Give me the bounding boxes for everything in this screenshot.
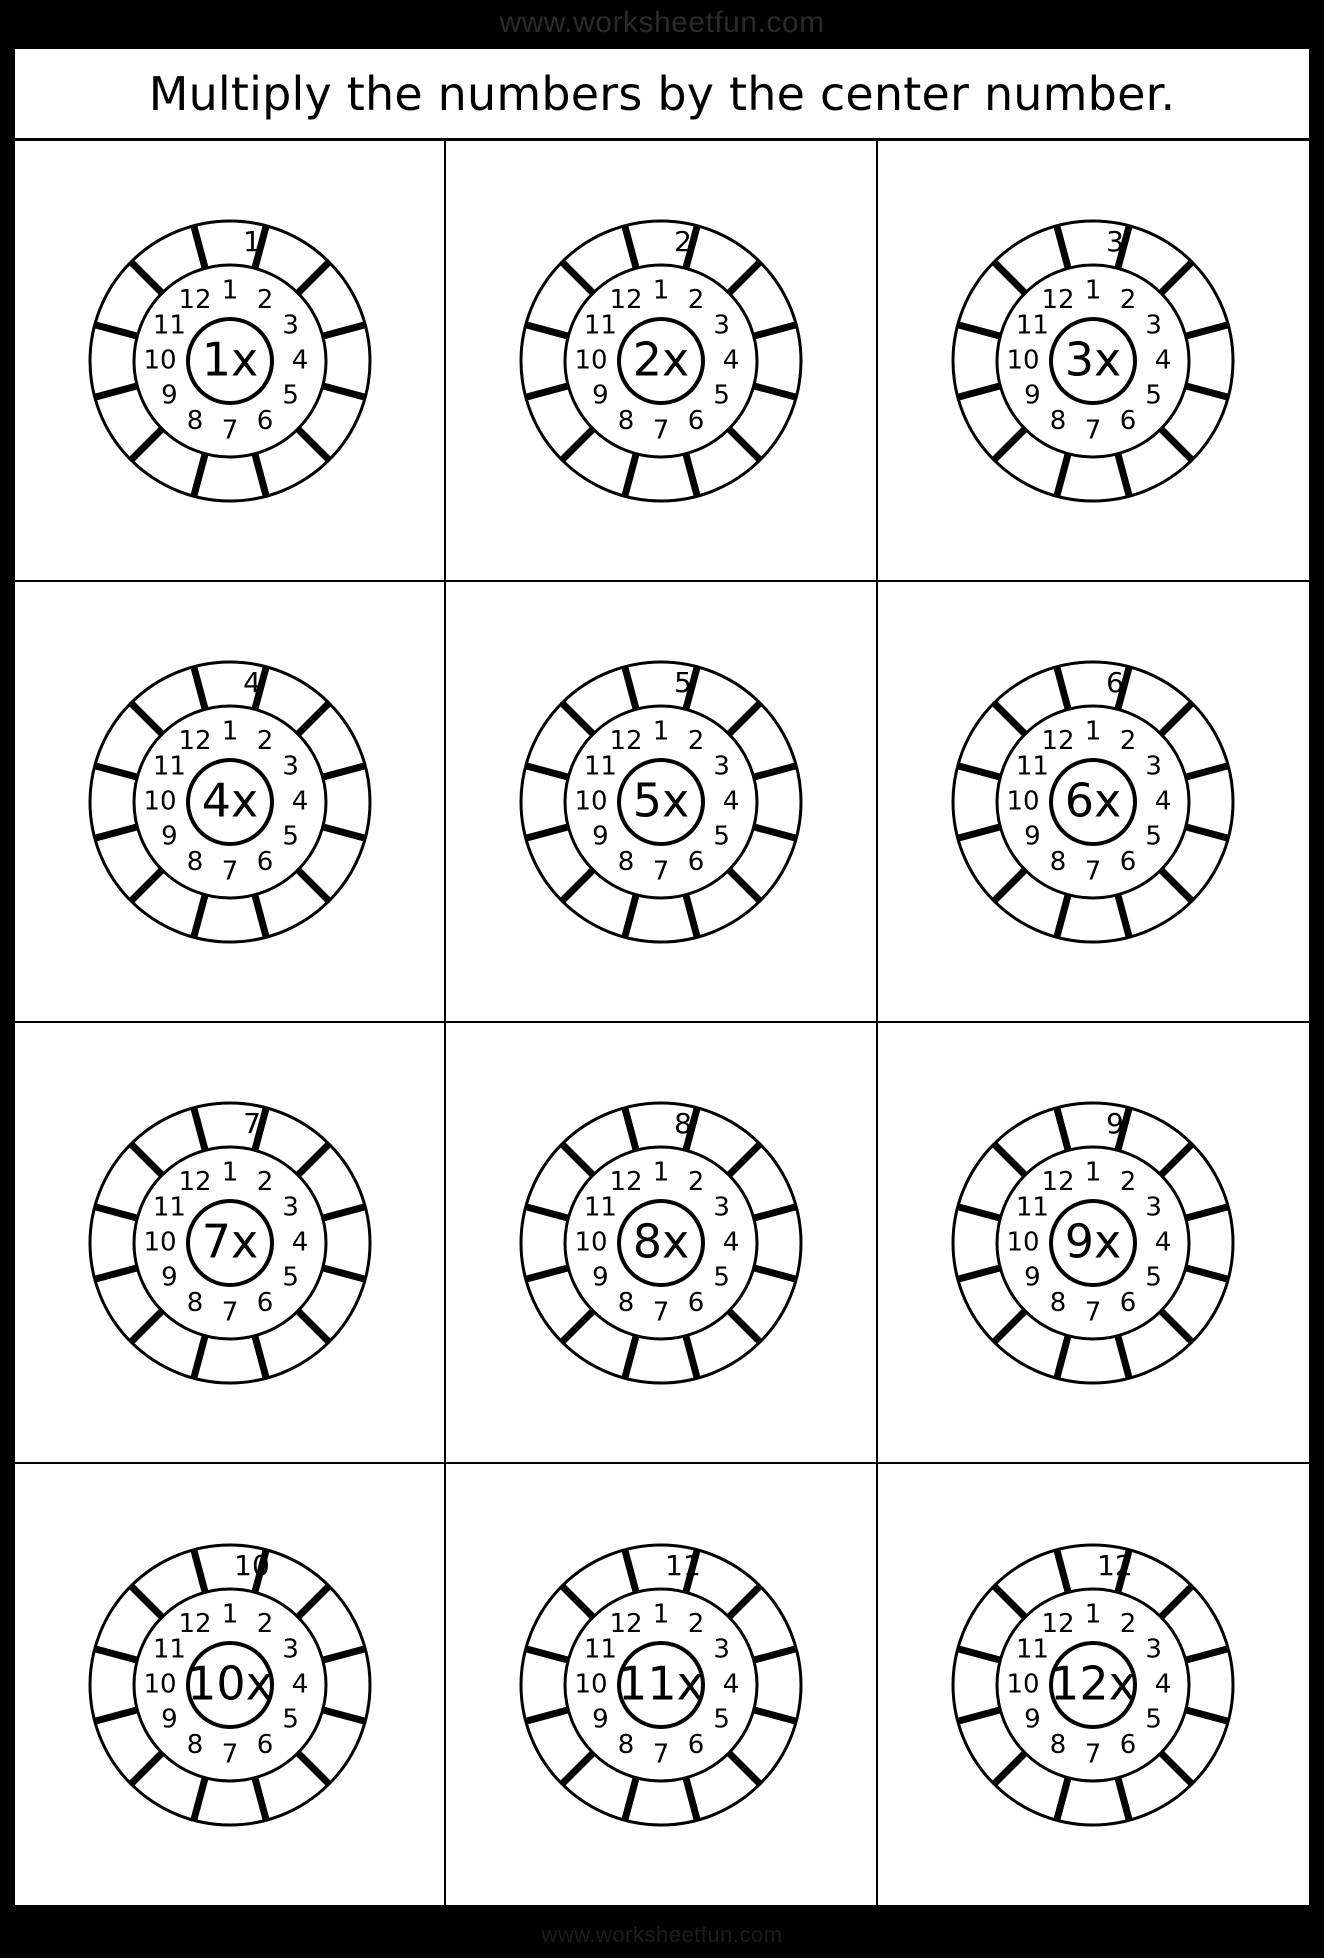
- wheel-inner-number: 12: [1041, 284, 1075, 315]
- wheel-inner-number: 9: [592, 380, 609, 410]
- wheel-inner-number: 10: [574, 345, 608, 375]
- wheel-inner-number: 3: [713, 1634, 730, 1664]
- wheel-inner-number: 5: [713, 821, 730, 851]
- wheel-inner-number: 7: [652, 1297, 670, 1327]
- wheel-center-label: 9x: [1065, 1214, 1122, 1268]
- wheel-inner-number: 10: [143, 345, 177, 375]
- wheel-inner-number: 6: [1120, 1287, 1137, 1318]
- wheel-inner-number: 2: [687, 284, 705, 315]
- wheel-inner-number: 5: [282, 1704, 299, 1734]
- wheel-inner-number: 12: [178, 1166, 212, 1197]
- wheel-inner-number: 8: [617, 1287, 635, 1318]
- wheel-inner-number: 1: [652, 716, 670, 746]
- wheel-cell: [446, 582, 877, 1023]
- wheel-inner-number: 7: [221, 415, 238, 445]
- wheel-inner-number: 2: [1120, 1166, 1137, 1197]
- wheel-inner-number: 6: [256, 846, 273, 877]
- wheel-inner-number: 2: [687, 1608, 705, 1639]
- wheel-cell: [15, 141, 446, 582]
- wheel-inner-number: 11: [583, 1192, 617, 1222]
- wheel-inner-number: 6: [1120, 405, 1137, 436]
- wheel-answer-example: 6: [1106, 665, 1125, 699]
- multiplication-wheel: [943, 1093, 1243, 1393]
- wheel-center-label: 3x: [1065, 332, 1122, 386]
- wheel-inner-number: 10: [143, 1669, 177, 1699]
- wheel-inner-number: 2: [687, 1166, 705, 1197]
- wheel-inner-number: 2: [256, 284, 273, 315]
- multiplication-wheel: [511, 1535, 811, 1835]
- wheel-grid: [15, 141, 1309, 1905]
- wheel-cell: [878, 582, 1309, 1023]
- wheel-inner-number: 6: [687, 1287, 705, 1318]
- wheel-inner-number: 10: [143, 1227, 177, 1257]
- wheel-inner-number: 10: [1006, 345, 1040, 375]
- wheel-inner-number: 8: [617, 1729, 635, 1760]
- wheel-inner-number: 8: [186, 1729, 203, 1760]
- wheel-inner-number: 1: [652, 275, 670, 305]
- wheel-cell: [878, 141, 1309, 582]
- wheel-inner-number: 11: [583, 1634, 617, 1664]
- wheel-inner-number: 8: [1050, 1729, 1067, 1760]
- wheel-answer-example: 8: [674, 1106, 692, 1140]
- wheel-inner-number: 3: [1145, 310, 1163, 340]
- wheel-inner-number: 9: [1024, 1704, 1041, 1734]
- wheel-inner-number: 2: [1120, 284, 1137, 315]
- multiplication-wheel: [511, 1093, 811, 1393]
- wheel-inner-number: 11: [152, 310, 186, 340]
- wheel-inner-number: 4: [291, 786, 308, 816]
- wheel-inner-number: 11: [1016, 1634, 1050, 1664]
- multiplication-wheel: [511, 652, 811, 952]
- wheel-inner-number: 5: [282, 380, 299, 410]
- wheel-center-label: 1x: [201, 332, 258, 386]
- wheel-inner-number: 10: [143, 786, 177, 816]
- wheel-inner-number: 4: [722, 345, 740, 375]
- wheel-inner-number: 12: [1041, 1166, 1075, 1197]
- wheel-answer-example: 2: [674, 224, 692, 258]
- wheel-inner-number: 3: [282, 310, 299, 340]
- wheel-inner-number: 11: [583, 310, 617, 340]
- wheel-center-label: 11x: [618, 1656, 704, 1710]
- watermark-top: www.worksheetfun.com: [499, 6, 825, 39]
- wheel-inner-number: 6: [1120, 846, 1137, 877]
- wheel-inner-number: 12: [609, 1166, 643, 1197]
- multiplication-wheel: [943, 652, 1243, 952]
- multiplication-wheel: [511, 211, 811, 511]
- wheel-inner-number: 6: [1120, 1729, 1137, 1760]
- wheel-inner-number: 8: [1050, 846, 1067, 877]
- wheel-inner-number: 4: [291, 1227, 308, 1257]
- wheel-inner-number: 6: [256, 1287, 273, 1318]
- wheel-inner-number: 9: [160, 821, 178, 851]
- wheel-inner-number: 12: [178, 1608, 212, 1639]
- wheel-answer-example: 5: [674, 665, 692, 699]
- wheel-inner-number: 10: [1006, 1227, 1040, 1257]
- wheel-cell: [15, 582, 446, 1023]
- wheel-inner-number: 12: [1041, 1608, 1075, 1639]
- wheel-inner-number: 4: [1155, 786, 1172, 816]
- wheel-answer-example: 10: [233, 1548, 270, 1582]
- wheel-inner-number: 1: [1085, 1157, 1102, 1187]
- wheel-inner-number: 11: [1016, 1192, 1050, 1222]
- multiplication-wheel: [80, 1093, 380, 1393]
- wheel-inner-number: 5: [1145, 821, 1163, 851]
- wheel-inner-number: 4: [1155, 1669, 1172, 1699]
- watermark-bottom: www.worksheetfun.com: [541, 1922, 783, 1947]
- wheel-inner-number: 12: [178, 284, 212, 315]
- wheel-inner-number: 6: [687, 405, 705, 436]
- wheel-answer-example: 12: [1097, 1548, 1134, 1582]
- wheel-inner-number: 2: [256, 1608, 273, 1639]
- wheel-cell: [15, 1464, 446, 1905]
- wheel-inner-number: 3: [282, 1634, 299, 1664]
- wheel-inner-number: 7: [1085, 1739, 1102, 1769]
- multiplication-wheel: [80, 652, 380, 952]
- wheel-inner-number: 11: [152, 751, 186, 781]
- wheel-cell: [446, 1464, 877, 1905]
- wheel-center-label: 2x: [632, 332, 690, 386]
- multiplication-wheel: [80, 1535, 380, 1835]
- wheel-inner-number: 1: [221, 275, 238, 305]
- wheel-inner-number: 2: [1120, 725, 1137, 756]
- wheel-inner-number: 5: [1145, 380, 1163, 410]
- wheel-inner-number: 9: [1024, 821, 1041, 851]
- wheel-inner-number: 9: [160, 1704, 178, 1734]
- wheel-inner-number: 3: [1145, 1634, 1163, 1664]
- wheel-inner-number: 8: [186, 846, 203, 877]
- wheel-cell: [878, 1464, 1309, 1905]
- wheel-inner-number: 7: [1085, 415, 1102, 445]
- wheel-inner-number: 10: [574, 1227, 608, 1257]
- wheel-inner-number: 11: [1016, 310, 1050, 340]
- wheel-inner-number: 1: [652, 1599, 670, 1629]
- wheel-inner-number: 12: [609, 1608, 643, 1639]
- wheel-inner-number: 10: [574, 1669, 608, 1699]
- wheel-inner-number: 2: [687, 725, 705, 756]
- wheel-cell: [15, 1023, 446, 1464]
- wheel-inner-number: 2: [1120, 1608, 1137, 1639]
- wheel-cell: [446, 141, 877, 582]
- wheel-inner-number: 8: [617, 405, 635, 436]
- wheel-answer-example: 4: [242, 665, 261, 699]
- wheel-inner-number: 5: [282, 821, 299, 851]
- wheel-inner-number: 11: [152, 1634, 186, 1664]
- wheel-cell: [878, 1023, 1309, 1464]
- wheel-inner-number: 9: [592, 821, 609, 851]
- wheel-inner-number: 4: [291, 345, 308, 375]
- wheel-inner-number: 12: [1041, 725, 1075, 756]
- wheel-inner-number: 4: [1155, 1227, 1172, 1257]
- wheel-inner-number: 8: [186, 405, 203, 436]
- wheel-answer-example: 3: [1106, 224, 1125, 258]
- wheel-inner-number: 3: [1145, 751, 1163, 781]
- wheel-inner-number: 1: [1085, 1599, 1102, 1629]
- wheel-inner-number: 7: [652, 415, 670, 445]
- wheel-inner-number: 11: [583, 751, 617, 781]
- wheel-inner-number: 7: [221, 1739, 238, 1769]
- wheel-inner-number: 1: [1085, 716, 1102, 746]
- wheel-inner-number: 8: [617, 846, 635, 877]
- wheel-inner-number: 1: [221, 716, 238, 746]
- wheel-inner-number: 10: [1006, 786, 1040, 816]
- wheel-inner-number: 8: [186, 1287, 203, 1318]
- wheel-inner-number: 10: [1006, 1669, 1040, 1699]
- wheel-inner-number: 4: [722, 1669, 740, 1699]
- wheel-inner-number: 6: [687, 846, 705, 877]
- wheel-inner-number: 7: [1085, 1297, 1102, 1327]
- wheel-inner-number: 7: [1085, 856, 1102, 886]
- wheel-inner-number: 5: [713, 380, 730, 410]
- wheel-center-label: 4x: [201, 773, 258, 827]
- wheel-inner-number: 7: [652, 856, 670, 886]
- title-bar: [15, 49, 1309, 141]
- wheel-inner-number: 9: [592, 1704, 609, 1734]
- wheel-center-label: 5x: [632, 773, 690, 827]
- wheel-inner-number: 12: [178, 725, 212, 756]
- wheel-inner-number: 11: [152, 1192, 186, 1222]
- wheel-inner-number: 10: [574, 786, 608, 816]
- wheel-inner-number: 5: [1145, 1704, 1163, 1734]
- wheel-inner-number: 9: [1024, 1262, 1041, 1292]
- multiplication-wheel: [80, 211, 380, 511]
- wheel-inner-number: 7: [221, 856, 238, 886]
- wheel-inner-number: 3: [282, 751, 299, 781]
- wheel-cell: [446, 1023, 877, 1464]
- wheel-inner-number: 4: [722, 786, 740, 816]
- wheel-inner-number: 1: [1085, 275, 1102, 305]
- wheel-inner-number: 1: [221, 1599, 238, 1629]
- wheel-inner-number: 11: [1016, 751, 1050, 781]
- wheel-inner-number: 12: [609, 725, 643, 756]
- wheel-inner-number: 5: [282, 1262, 299, 1292]
- wheel-center-label: 8x: [632, 1214, 690, 1268]
- wheel-center-label: 10x: [186, 1656, 273, 1710]
- wheel-inner-number: 9: [160, 1262, 178, 1292]
- wheel-inner-number: 4: [722, 1227, 740, 1257]
- wheel-inner-number: 3: [713, 310, 730, 340]
- wheel-inner-number: 9: [160, 380, 178, 410]
- wheel-inner-number: 1: [221, 1157, 238, 1187]
- wheel-inner-number: 3: [1145, 1192, 1163, 1222]
- wheel-inner-number: 4: [1155, 345, 1172, 375]
- multiplication-wheel: [943, 211, 1243, 511]
- wheel-inner-number: 8: [1050, 405, 1067, 436]
- wheel-inner-number: 3: [282, 1192, 299, 1222]
- wheel-center-label: 7x: [201, 1214, 258, 1268]
- multiplication-wheel: [943, 1535, 1243, 1835]
- wheel-answer-example: 7: [242, 1106, 261, 1140]
- wheel-inner-number: 2: [256, 725, 273, 756]
- wheel-inner-number: 5: [1145, 1262, 1163, 1292]
- wheel-inner-number: 4: [291, 1669, 308, 1699]
- wheel-inner-number: 3: [713, 751, 730, 781]
- wheel-center-label: 12x: [1050, 1656, 1137, 1710]
- wheel-inner-number: 6: [687, 1729, 705, 1760]
- page-title: Multiply the numbers by the center number.: [148, 66, 1176, 121]
- wheel-inner-number: 1: [652, 1157, 670, 1187]
- wheel-inner-number: 12: [609, 284, 643, 315]
- wheel-inner-number: 7: [652, 1739, 670, 1769]
- wheel-inner-number: 6: [256, 1729, 273, 1760]
- wheel-inner-number: 6: [256, 405, 273, 436]
- wheel-inner-number: 3: [713, 1192, 730, 1222]
- wheel-inner-number: 2: [256, 1166, 273, 1197]
- wheel-answer-example: 9: [1106, 1106, 1125, 1140]
- wheel-answer-example: 1: [242, 224, 261, 258]
- worksheet-sheet: [12, 46, 1312, 1908]
- wheel-inner-number: 9: [592, 1262, 609, 1292]
- wheel-inner-number: 5: [713, 1704, 730, 1734]
- wheel-inner-number: 9: [1024, 380, 1041, 410]
- wheel-inner-number: 8: [1050, 1287, 1067, 1318]
- wheel-inner-number: 5: [713, 1262, 730, 1292]
- wheel-inner-number: 7: [221, 1297, 238, 1327]
- wheel-center-label: 6x: [1065, 773, 1122, 827]
- wheel-answer-example: 11: [665, 1548, 701, 1582]
